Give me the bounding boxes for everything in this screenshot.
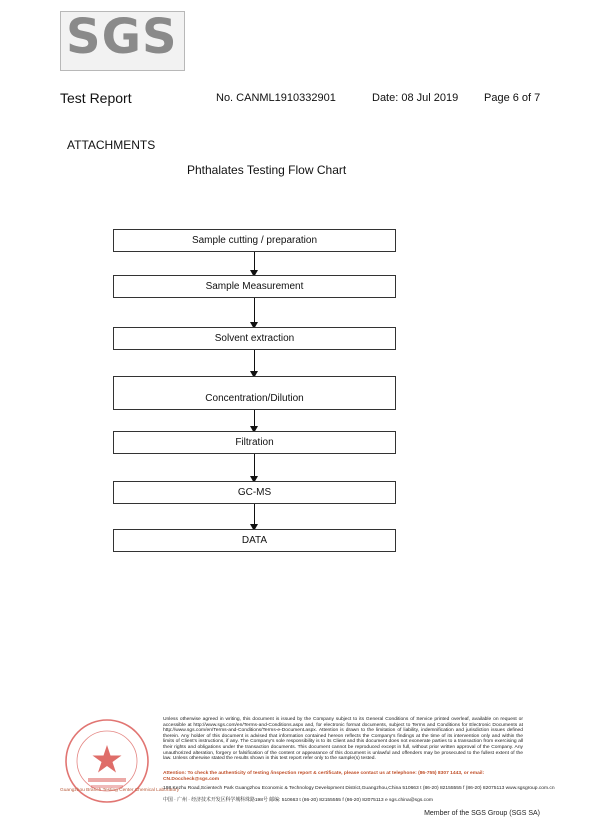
flow-step-filtration: Filtration [113, 431, 396, 454]
flow-arrow [254, 504, 255, 530]
address-chinese: 中国 · 广州 · 经济技术开发区科学城科珠路198号 邮编: 510663 t (86-20) 82155555 f (86-20) 82075113 e sgs.china@sgs.com [163, 798, 433, 803]
flow-arrow [254, 454, 255, 482]
flow-step-data: DATA [113, 529, 396, 552]
page-number: Page 6 of 7 [484, 92, 541, 104]
authenticity-notice: Attention: To check the authenticity of testing /inspection report & certificate, please contact us at telephone: (86-755) 8307 1443, or email: CN.Doccheck@sgs.com [163, 771, 485, 782]
flow-arrow [254, 252, 255, 276]
flow-step-measurement: Sample Measurement [113, 275, 396, 298]
sgs-logo [60, 11, 185, 71]
flow-step-cutting: Sample cutting / preparation [113, 229, 396, 252]
flow-step-extraction: Solvent extraction [113, 327, 396, 350]
member-statement: Member of the SGS Group (SGS SA) [424, 810, 540, 817]
legal-disclaimer: Unless otherwise agreed in writing, this document is issued by the Company subject to its General Conditions of Service printed overleaf, available on request or accessible at http://www.sgs.com/en/Terms-and-Conditions.aspx and, for electronic format documents, subject to Terms and Conditions for Electronic Documents at http://www.sgs.com/en/Terms-and-Conditions/Terms-e-Document.aspx. Attention is drawn to the limitation of liability, indemnification and jurisdiction issues defined therein. Any holder of this document is advised that information contained hereon reflects the Company's findings at the time of its intervention only and within the limits of Client's instructions, if any. The Company's sole responsibility is to its Client and this document does not exonerate parties to a transaction from exercising all their rights and obligations under the transaction documents. This document cannot be reproduced except in full, without prior written approval of the Company. Any unauthorized alteration, forgery or falsification of the content or appearance of this document is unlawful and offenders may be prosecuted to the fullest extent of the law. Unless otherwise stated the results shown in this test report refer only to the sample(s) tested. [163, 717, 523, 762]
report-number: No. CANML1910332901 [216, 92, 336, 104]
report-date: Date: 08 Jul 2019 [372, 92, 459, 104]
report-title: Test Report [60, 90, 132, 106]
flow-step-gcms: GC-MS [113, 481, 396, 504]
section-heading: ATTACHMENTS [67, 138, 156, 152]
flow-arrow [254, 350, 255, 377]
flow-chart-title: Phthalates Testing Flow Chart [187, 163, 347, 177]
seal-caption: Guangzhou Branch Testing Center Chemical Laboratory [60, 788, 180, 793]
flow-arrow [254, 298, 255, 328]
flow-arrow [254, 410, 255, 432]
flow-step-concentration: Concentration/Dilution [113, 376, 396, 410]
address-english: 198 Kezhu Road,Scientech Park Guangzhou Economic & Technology Development District,Guangzhou,China 510663 t (86-20) 82155555 f (86-20) 82075113 www.sgsgroup.com.cn [163, 786, 555, 791]
logo-text: SGS [66, 9, 178, 65]
